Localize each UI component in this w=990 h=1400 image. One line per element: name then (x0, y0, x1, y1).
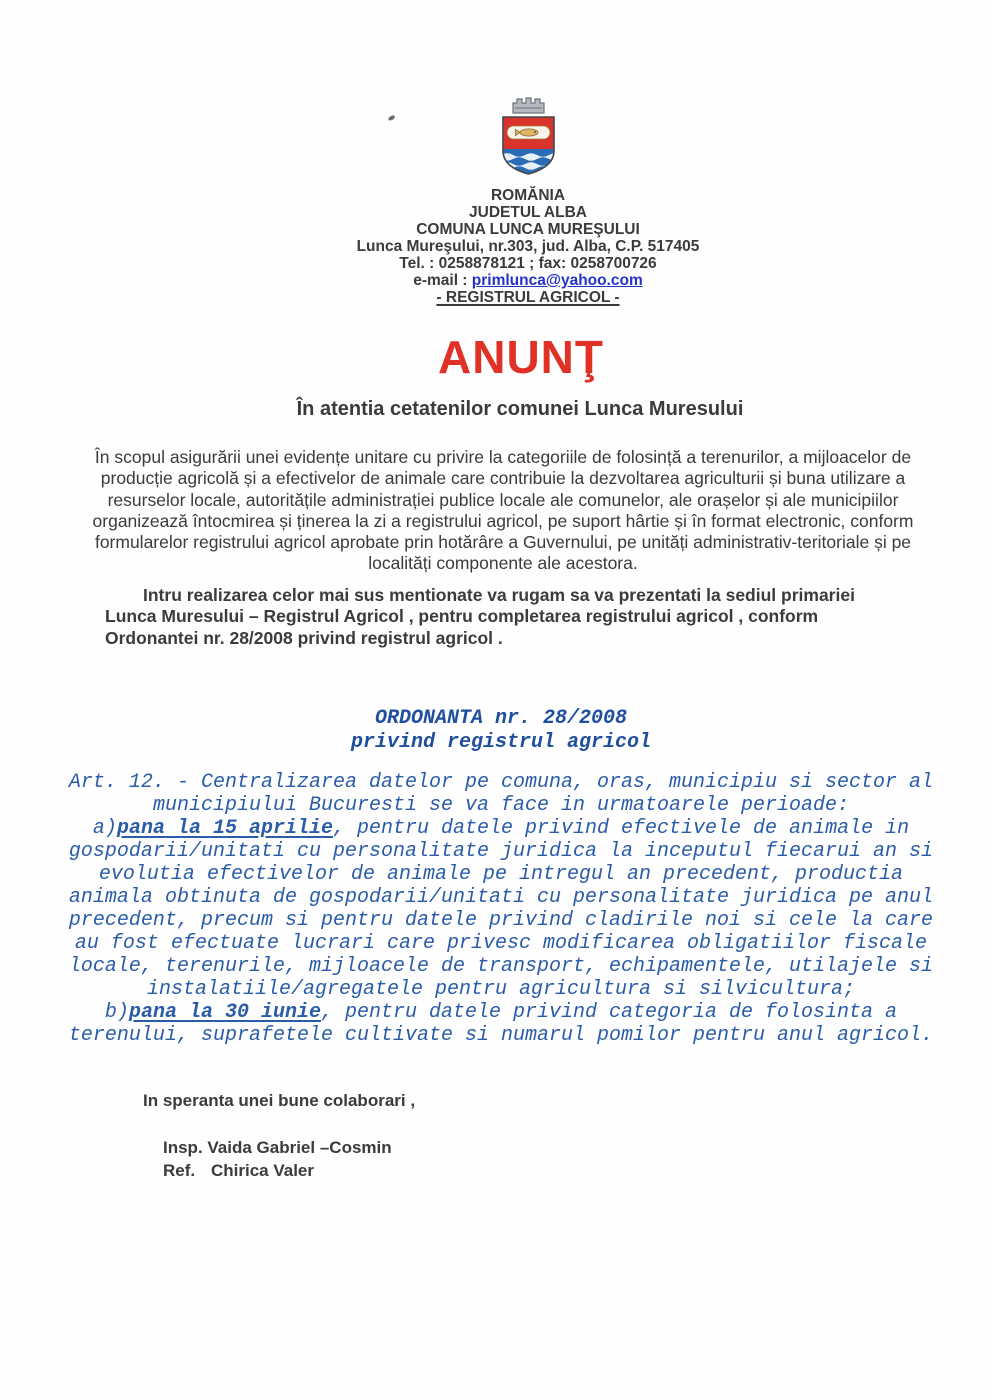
announcement-subtitle: În atentia cetatenilor comunei Lunca Muresului (296, 398, 744, 420)
ordinance-section (65, 707, 937, 1047)
signature-inspector: Insp. Vaida Gabriel –Cosmin (163, 1138, 392, 1158)
email-link[interactable]: primlunca@yahoo.com (471, 272, 643, 289)
ordinance-item-a-text: , pentru datele privind efectivele de animale in gospodarii/unitati cu personalitate juridica la inceputul fiecarui an si evolutia efectivelor de animale pe intregul an precedent, productia animala obtinuta de gospodarii/unitati cu personalitate juridica pe anul precedent, precum si pentru datele privind cladirile noi si cele la care au fost efectuate lucrari care privesc modificarea obligatiilor fiscale locale, terenurile, mijloacele de transport, echipamentele, utilajele si instalatiile/agregatele pentru agricultura si silvicultura; (68, 817, 934, 1002)
letterhead-phone-fax: Tel. : 0258878121 ; fax: 0258700726 (399, 255, 657, 272)
closing-line: In speranta unei bune colaborari , (143, 1091, 416, 1111)
department-line: - REGISTRUL AGRICOL - (436, 289, 620, 306)
ordinance-item-a-prefix: a) (92, 817, 117, 841)
signature-referent-name: Chirica Valer (211, 1160, 315, 1180)
ordinance-item-a (65, 817, 937, 1001)
letterhead-commune: COMUNA LUNCA MUREŞULUI (416, 221, 640, 238)
ordinance-heading (65, 707, 937, 754)
ordinance-intro: Art. 12. - Centralizarea datelor pe comuna, oras, municipiu si sector al municipiului Bucuresti se va face in urmatoarele perioade: (68, 771, 934, 818)
ordinance-heading-line1: ORDONANTA nr. 28/2008 (374, 707, 628, 731)
email-label: e-mail : (413, 272, 472, 289)
intro-paragraph: În scopul asigurării unei evidențe unitare cu privire la categoriile de folosință a terenurilor, a mijloacelor de producție agricolă și a efectivelor de animale care contribuie la dezvoltarea agriculturii și buna utilizare a resurselor locale, autoritățile administrației publice locale ale comunelor, ale orașelor și ale municipiilor organizează întocmirea și ținerea la zi a registrului agricol, pe suport hârtie și în format electronic, conform formularelor registrului agricol aprobate prin hotărâre a Guvernului, pe unități administrativ-teritoriale și pe localități componente ale acestora. (92, 447, 914, 574)
ordinance-item-b-term: pana la 30 iunie (128, 1001, 321, 1025)
letterhead (33, 0, 990, 306)
letterhead-email-line (33, 272, 990, 289)
ordinance-heading-line2: privind registrul agricol (350, 730, 652, 754)
letterhead-country: ROMĂNIA (490, 187, 566, 204)
ordinance-item-a-term: pana la 15 aprilie (116, 817, 333, 841)
ordinance-item-b-text: , pentru datele privind categoria de folosinta a terenului, suprafetele cultivate si numarul pomilor pentru anul agricol. (68, 1001, 934, 1048)
announcement-title: ANUNŢ (438, 331, 604, 383)
ordinance-item-b (65, 1001, 937, 1047)
letterhead-address: Lunca Mureşului, nr.303, jud. Alba, C.P. 517405 (356, 238, 700, 255)
signature-referent (163, 1160, 990, 1183)
signatures (163, 1137, 990, 1182)
document-footer (0, 1091, 990, 1182)
letterhead-county: JUDETUL ALBA (469, 204, 587, 221)
appeal-paragraph: Intru realizarea celor mai sus mentionate va rugam sa va prezentati la sediul primariei Lunca Muresului – Registrul Agricol , pentru completarea registrului agricol , conform Ordonantei nr. 28/2008 privind registrul agricol . (105, 584, 855, 648)
ordinance-item-b-prefix: b) (104, 1001, 129, 1025)
signature-referent-label: Ref. (163, 1160, 196, 1180)
coat-of-arms-icon (497, 96, 559, 184)
